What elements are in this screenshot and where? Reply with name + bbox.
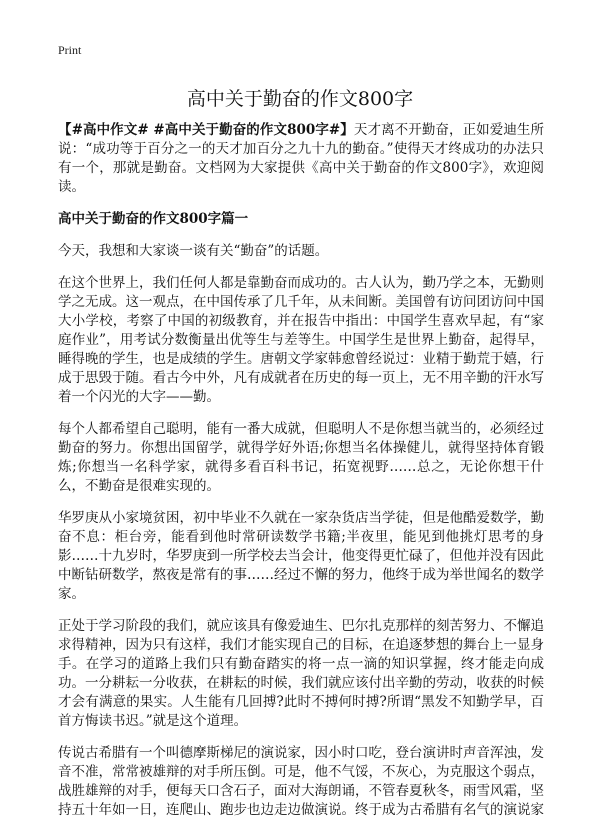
body-paragraph: 正处于学习阶段的我们，就应该具有像爱迪生、巴尔扎克那样的刻苦努力、不懈追求得精神，因为只有这样，我们才能实现自己的目标，在追逐梦想的舞台上一显身手。在学习的道路上我们只有勤奋踏实的将一点一滴的知识掌握，终才能走向成功。一分耕耘一分收获，在耕耘的时候，我们就应该付出辛勤的劳动，收获的时候才会有满意的果实。人生能有几回搏?此时不搏何时搏?所谓“黑发不知勤学早，百首方悔读书迟。”就是这个道理。 — [58, 618, 544, 729]
body-paragraph: 华罗庚从小家境贫困，初中毕业不久就在一家杂货店当学徒，但是他酷爱数学，勤奋不息：柜台旁，能看到他时常研读数学书籍;半夜里，能见到他挑灯思考的身影……十九岁时，华罗庚到一所学校去当会计，他变得更忙碌了，但他并没有因此中断钻研数学，熬夜是常有的事……经过不懈的努力，他终于成为举世闻名的数学家。 — [58, 510, 544, 602]
body-paragraph: 每个人都希望自己聪明，能有一番大成就，但聪明人不是你想当就当的，必须经过勤奋的努力。你想出国留学，就得学好外语;你想当名体操健儿，就得坚持体育锻炼;你想当一名科学家，就得多看百科书记，拓宽视野……总之，无论你想干什么，不勤奋是很难实现的。 — [58, 421, 544, 494]
body-paragraph: 传说古希腊有一个叫德摩斯梯尼的演说家，因小时口吃，登台演讲时声音浑浊，发音不准，常常被雄辩的对手所压倒。可是，他不气馁，不灰心，为克服这个弱点，战胜雄辩的对手，便每天口含石子，面对大海朗诵，不管春夏秋冬，雨雪风霜，坚持五十年如一日，连爬山、跑步也边走边做演说。终于成为古希腊有名气的演说家 — [58, 745, 544, 818]
body-paragraph: 在这个世界上，我们任何人都是靠勤奋而成功的。古人认为，勤乃学之本，无勤则学之无成。这一观点，在中国传承了几千年，从未间断。美国曾有访问团访问中国大小学校，考察了中国的初级教育，并在报告中指出：中国学生喜欢早起，有“家庭作业”，用考试分数衡量出优等生与差等生。中国学生是世界上勤奋，起得早，睡得晚的学生，也是成绩的学生。唐朝文学家韩愈曾经说过：业精于勤荒于嬉，行成于思毁于随。看古今中外，凡有成就者在历史的每一页上，无不用辛勤的汗水写着一个闪光的大字——勤。 — [58, 275, 544, 405]
intro-text: 天才离不开勤奋，正如爱迪生所说：“成功等于百分之一的天才加百分之九十九的勤奋。”使得天才终成功的办法只有一个，那就是勤奋。文档网为大家提供《高中关于勤奋的作文800字》，欢迎阅读。 — [58, 122, 544, 195]
print-link[interactable]: Print — [58, 43, 82, 57]
section-heading: 高中关于勤奋的作文800字篇一 — [58, 211, 249, 227]
article-body — [58, 121, 544, 833]
intro-tags: 【#高中作文# #高中关于勤奋的作文800字#】 — [58, 122, 354, 138]
intro-paragraph — [58, 121, 544, 197]
article-title: 高中关于勤奋的作文800字 — [186, 88, 414, 110]
body-paragraph: 今天，我想和大家谈一谈有关“勤奋”的话题。 — [58, 243, 329, 259]
